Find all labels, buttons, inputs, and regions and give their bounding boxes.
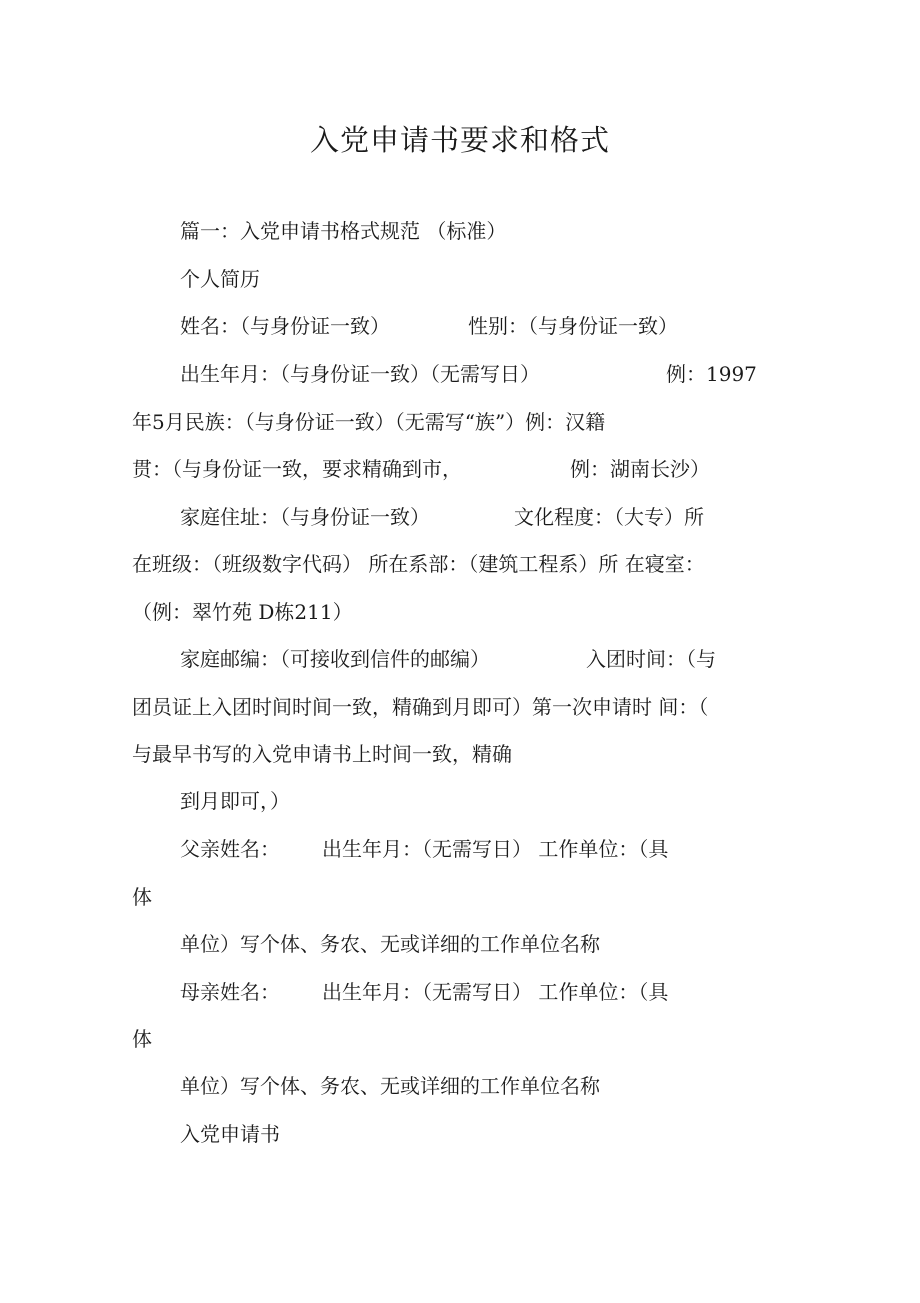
class-department-line: 在班级：（班级数字代码） 所在系部：（建筑工程系）所 在寝室： — [132, 552, 705, 576]
native-place-example: 例：湖南长沙） — [570, 457, 710, 481]
education-field-text: 文化程度：（大专）所 — [514, 505, 704, 529]
father-wrap-text: 体 — [132, 885, 152, 909]
mother-unit-text: 单位）写个体、务农、无或详细的工作单位名称 — [180, 1074, 600, 1098]
league-time-text: 入团时间：（与 — [586, 647, 716, 671]
section-heading: 篇一：入党申请书格式规范 （标准） — [180, 219, 507, 243]
postcode-field-text: 家庭邮编：（可接收到信件的邮编） — [180, 647, 490, 671]
dorm-example-line: （例：翠竹苑 D栋211） — [132, 600, 353, 624]
father-name-text: 父亲姓名： — [180, 837, 280, 861]
father-details-text: 出生年月：（无需写日） 工作单位：（具 — [322, 837, 669, 861]
earliest-application-line: 与最早书写的入党申请书上时间一致，精确 — [132, 742, 512, 766]
document-title: 入党申请书要求和格式 — [309, 123, 610, 157]
father-unit-text: 单位）写个体、务农、无或详细的工作单位名称 — [180, 932, 600, 956]
mother-name-text: 母亲姓名： — [180, 980, 280, 1004]
first-application-line: 团员证上入团时间时间一致，精确到月即可）第一次申请时 间：（ — [132, 695, 709, 719]
month-precision-line: 到月即可，） — [180, 789, 290, 813]
mother-wrap-text: 体 — [132, 1027, 152, 1051]
birth-field-text: 出生年月：（与身份证一致）（无需写日） — [180, 362, 540, 386]
name-field-text: 姓名：（与身份证一致） — [180, 314, 390, 338]
address-field-text: 家庭住址：（与身份证一致） — [180, 505, 430, 529]
application-heading: 入党申请书 — [180, 1122, 280, 1146]
native-place-text: 贯：（与身份证一致，要求精确到市， — [132, 457, 462, 481]
mother-details-text: 出生年月：（无需写日） 工作单位：（具 — [322, 980, 669, 1004]
ethnicity-line: 年5月民族：（与身份证一致）（无需写“族”）例：汉籍 — [132, 410, 606, 434]
gender-field-text: 性别：（与身份证一致） — [468, 314, 678, 338]
birth-example-text: 例：1997 — [666, 362, 757, 386]
resume-heading: 个人简历 — [180, 267, 260, 291]
